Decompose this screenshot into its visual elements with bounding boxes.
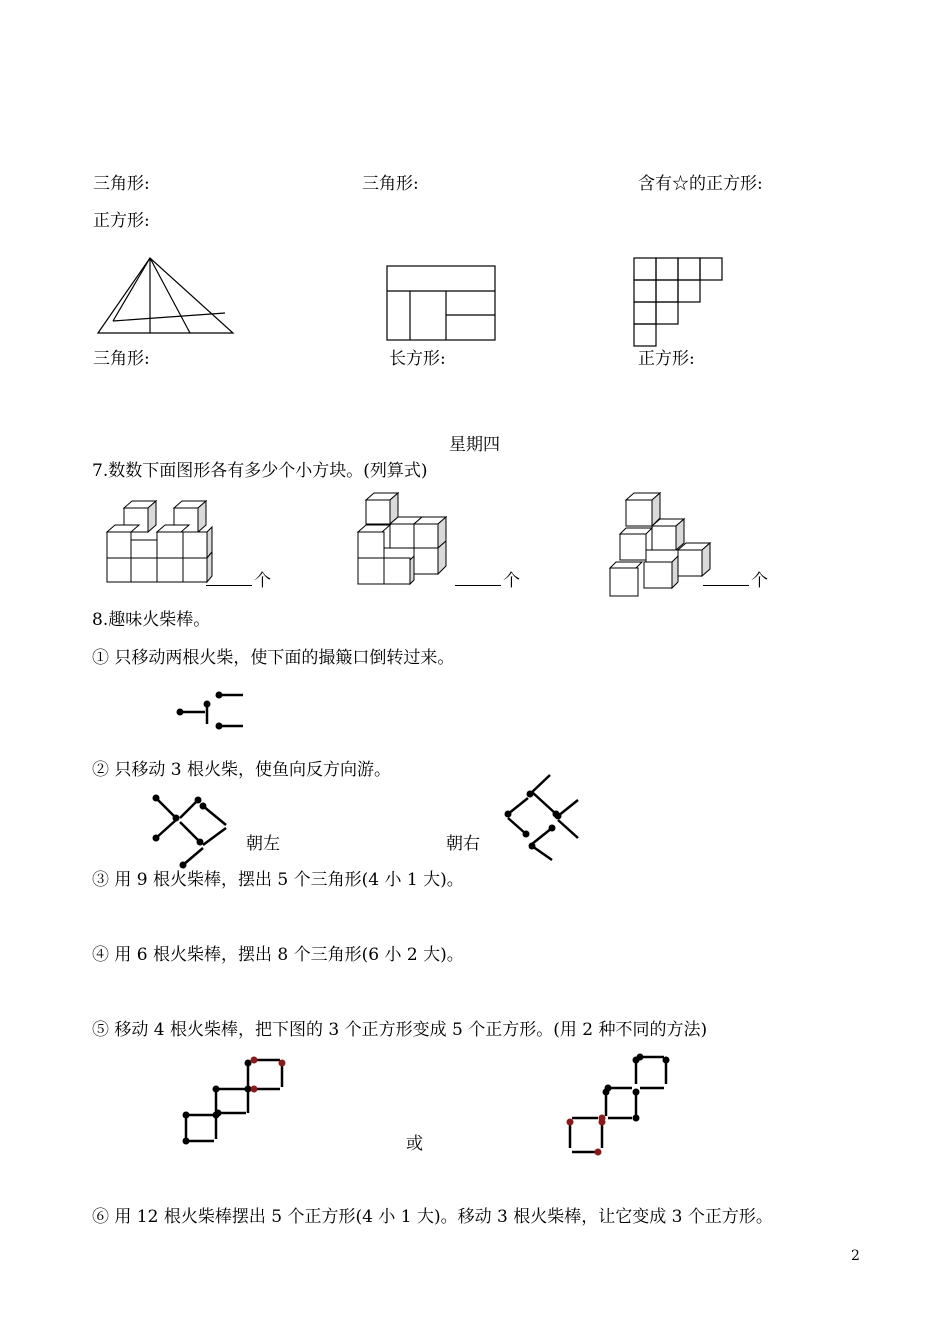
q8-title: 8.趣味火柴棒。 bbox=[92, 610, 211, 630]
squares-matchsticks-1 bbox=[178, 1055, 288, 1147]
staircase-squares-figure bbox=[633, 257, 725, 349]
label-square-1: 正方形: bbox=[93, 211, 150, 231]
or-label: 或 bbox=[406, 1134, 423, 1154]
q8-item-5: ⑤ 移动 4 根火柴棒，把下图的 3 个正方形变成 5 个正方形。(用 2 种不同的方法) bbox=[92, 1020, 708, 1040]
page-number: 2 bbox=[851, 1248, 860, 1264]
q8-item-1: ① 只移动两根火柴，使下面的撮簸口倒转过来。 bbox=[92, 648, 455, 668]
triangle-figure bbox=[95, 255, 237, 337]
squares-matchsticks-2 bbox=[562, 1052, 674, 1156]
q7-answer-3: 个 bbox=[703, 573, 768, 590]
cube-stack-3 bbox=[606, 492, 718, 600]
day-heading: 星期四 bbox=[449, 435, 500, 455]
label-rectangle: 长方形: bbox=[389, 349, 446, 369]
fish-left-matchsticks bbox=[148, 790, 238, 870]
q8-item-4: ④ 用 6 根火柴棒，摆出 8 个三角形(6 小 2 大)。 bbox=[92, 945, 464, 965]
label-star-square: 含有☆的正方形: bbox=[638, 174, 763, 194]
rectangle-figure bbox=[386, 265, 498, 343]
cube-stack-1 bbox=[100, 500, 220, 590]
fish-right-matchsticks bbox=[500, 770, 585, 865]
fish-left-label: 朝左 bbox=[246, 834, 280, 854]
label-triangle-3: 三角形: bbox=[93, 349, 150, 369]
q8-item-6: ⑥ 用 12 根火柴棒摆出 5 个正方形(4 小 1 大)。移动 3 根火柴棒，让它变成 3 个正方形。 bbox=[92, 1207, 773, 1227]
label-square-2: 正方形: bbox=[638, 349, 695, 369]
fish-right-label: 朝右 bbox=[446, 834, 480, 854]
label-triangle-1: 三角形: bbox=[93, 174, 150, 194]
label-triangle-2: 三角形: bbox=[362, 174, 419, 194]
q7-answer-1: 个 bbox=[206, 573, 271, 590]
cube-stack-2 bbox=[352, 492, 460, 590]
q7-answer-2: 个 bbox=[455, 573, 520, 590]
dustpan-matchsticks bbox=[175, 690, 255, 730]
q8-item-2: ② 只移动 3 根火柴，使鱼向反方向游。 bbox=[92, 760, 392, 780]
q7-title: 7.数数下面图形各有多少个小方块。(列算式) bbox=[92, 461, 428, 481]
q8-item-3: ③ 用 9 根火柴棒，摆出 5 个三角形(4 小 1 大)。 bbox=[92, 870, 464, 890]
